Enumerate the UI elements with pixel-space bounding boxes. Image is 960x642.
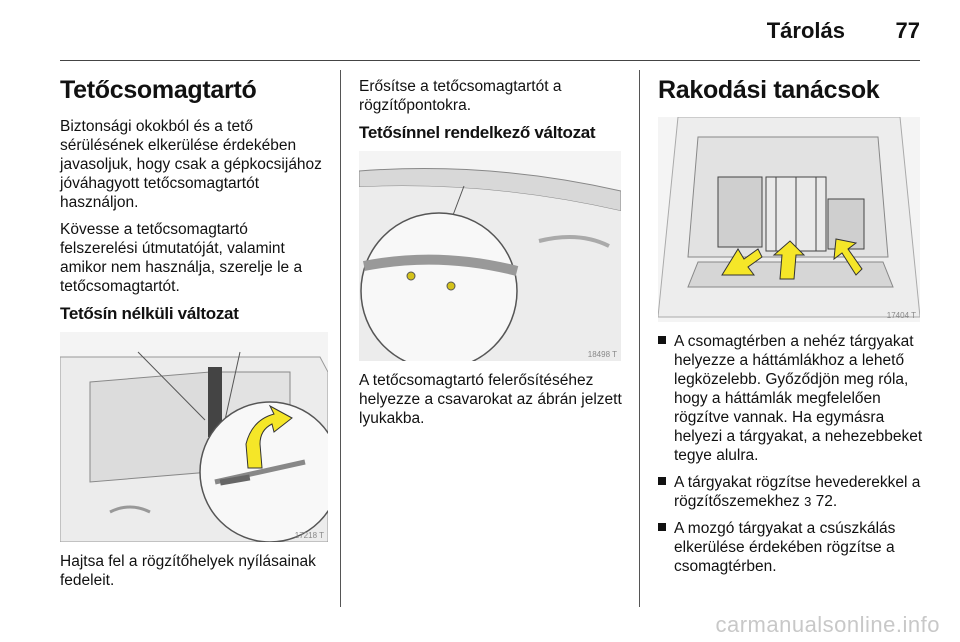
page-reference: 72. [811, 493, 838, 510]
figure-code: 17404 T [886, 311, 916, 320]
cargo-area-figure [658, 117, 920, 322]
page-number: 77 [895, 18, 920, 43]
attach-paragraph: Erősítse a tetőcsomagtartót a rögzítőpontokra. [359, 78, 562, 114]
right-column [658, 70, 926, 584]
left-column [60, 70, 328, 598]
instructions-paragraph: Kövesse a tetőcsomagtartó felszerelési útmutatóját, valamint amikor nem használja, szerelje le a tetőcsomagtartót. [60, 221, 303, 295]
page-header [0, 18, 960, 48]
roof-rail-figure [359, 151, 621, 361]
no-rail-subheading: Tetősín nélküli változat [60, 304, 239, 323]
column-divider-2 [639, 70, 640, 607]
loading-tips-heading: Rakodási tanácsok [658, 76, 880, 104]
section-title: Tárolás [766, 18, 845, 43]
watermark: carmanualsonline.info [715, 612, 940, 637]
column-divider-1 [340, 70, 341, 607]
roof-rack-heading: Tetőcsomagtartó [60, 76, 257, 104]
list-item: A mozgó tárgyakat a csúszkálás elkerülése érdekében rögzítse a csomagtérben. [658, 519, 926, 576]
left-caption: Hajtsa fel a rögzítőhelyek nyílásainak fedeleit. [60, 553, 316, 589]
header-rule [60, 60, 920, 61]
list-item: A csomagtérben a nehéz tárgyakat helyezze a háttámlákhoz a lehető legközelebb. Győződjön meg róla, hogy a háttámlák megfelelően rögzítve vannak. Ha egymásra helyezi a tárgyakat, a nehezebbeket tegye alulra. [658, 332, 926, 465]
figure-code: 17218 T [294, 531, 324, 540]
page-reference-icon: 3 [804, 494, 812, 509]
middle-caption: A tetőcsomagtartó felerősítéséhez helyezze a csavarokat az ábrán jelzett lyukakba. [359, 372, 622, 427]
loading-tips-list [658, 332, 926, 576]
rail-subheading: Tetősínnel rendelkező változat [359, 123, 596, 142]
middle-column [359, 77, 627, 436]
list-item: A tárgyakat rögzítse hevederekkel a rögzítőszemekhez 3 72. [658, 473, 926, 511]
car-roof-figure [60, 332, 328, 542]
figure-code: 18498 T [587, 350, 617, 359]
safety-paragraph: Biztonsági okokból és a tető sérülésének elkerülése érdekében javasoljuk, hogy csak a gépkocsijához jóváhagyott tetőcsomagtartót használjon. [60, 118, 322, 211]
